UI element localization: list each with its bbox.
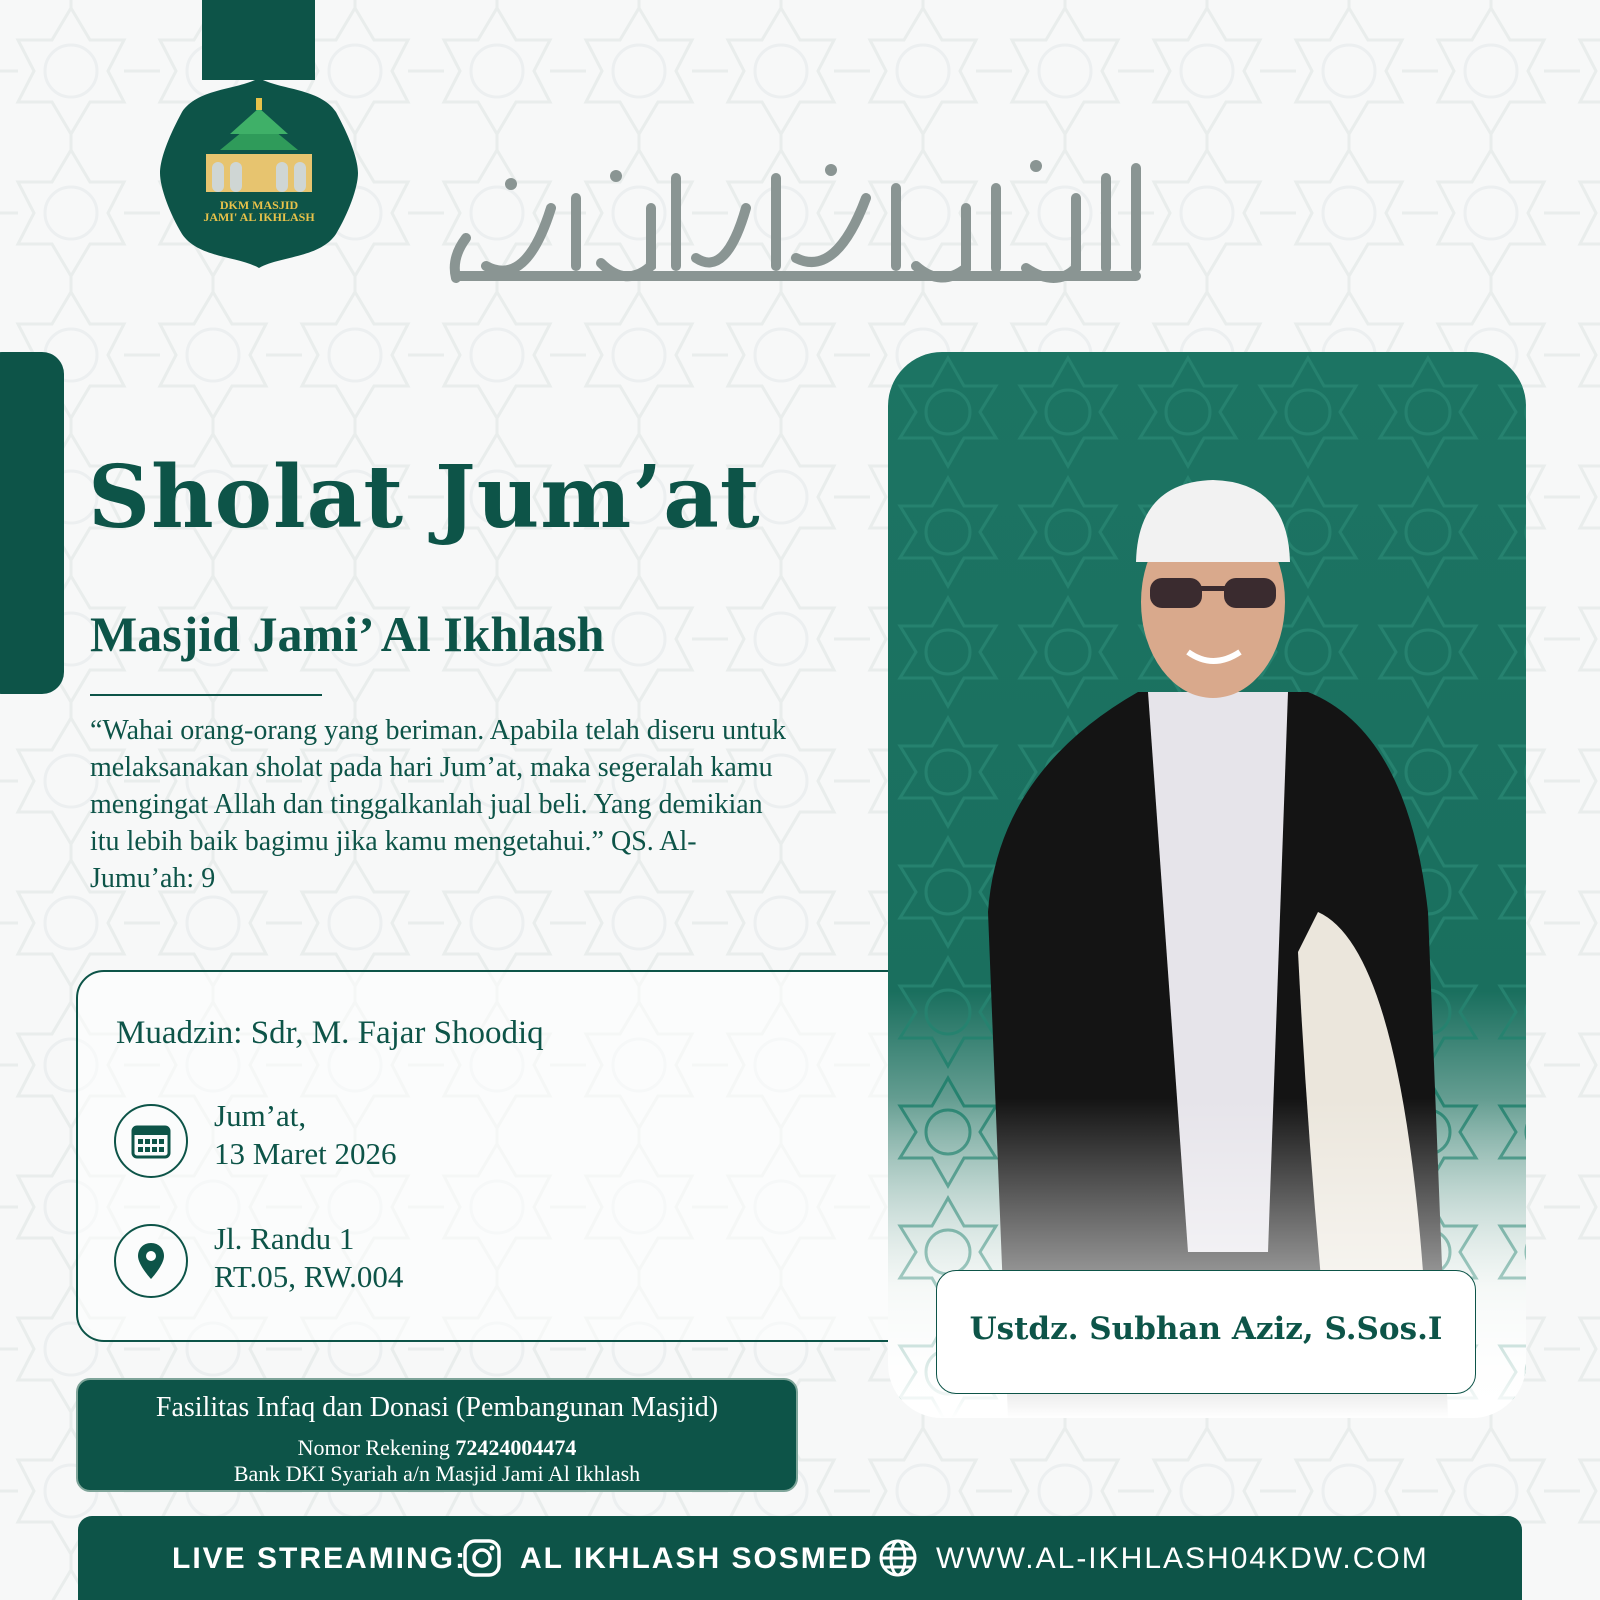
footer-bar (78, 1516, 1522, 1600)
muadzin-text: Muadzin: Sdr, M. Fajar Shoodiq (116, 1015, 544, 1051)
logo-badge (160, 78, 358, 268)
left-accent-bar (0, 352, 64, 694)
donation-box (76, 1378, 798, 1492)
bank-name: Bank DKI Syariah a/n Masjid Jami Al Ikhlash (233, 1461, 641, 1486)
location-street: Jl. Randu 1 (214, 1221, 355, 1256)
divider (90, 694, 322, 696)
website-link[interactable]: WWW.AL-IKHLASH04KDW.COM (936, 1542, 1429, 1575)
map-pin-icon (114, 1224, 188, 1298)
page-title: Sholat Jum’at (88, 447, 761, 548)
account-label: Nomor Rekening (297, 1435, 450, 1460)
speaker-name: Ustdz. Subhan Aziz, S.Sos.I (969, 1311, 1443, 1347)
quran-quote: “Wahai orang-orang yang beriman. Apabila telah diseru untuk melaksanakan sholat pada hari Jum’at, maka segeralah kamu mengingat Allah dan tinggalkanlah jual beli. Yang demikian itu lebih baik bagimu jika kamu mengetahui.” QS. Al-Jumu’ah: 9 (90, 715, 786, 894)
speaker-photo (888, 352, 1526, 1418)
logo-text: DKM MASJID JAMI' AL IKHLASH (203, 198, 315, 224)
donation-title: Fasilitas Infaq dan Donasi (Pembangunan Masjid) (155, 1392, 719, 1423)
speaker-name-box (936, 1270, 1476, 1394)
date-day: Jum’at, (214, 1098, 307, 1133)
date-full: 13 Maret 2026 (214, 1136, 397, 1171)
location-rt-rw: RT.05, RW.004 (214, 1259, 404, 1294)
globe-icon (878, 1538, 918, 1578)
calendar-icon (114, 1104, 188, 1178)
live-streaming-label: LIVE STREAMING: (172, 1542, 468, 1575)
instagram-icon (462, 1538, 502, 1578)
instagram-handle[interactable]: AL IKHLASH SOSMED (520, 1542, 874, 1575)
mosque-name: Masjid Jami’ Al Ikhlash (90, 606, 605, 662)
account-number: 72424004474 (455, 1435, 577, 1460)
speaker-photo-card (888, 352, 1526, 1418)
account-line (78, 1436, 796, 1460)
arabic-calligraphy (436, 148, 1166, 300)
logo-ribbon (202, 0, 315, 80)
